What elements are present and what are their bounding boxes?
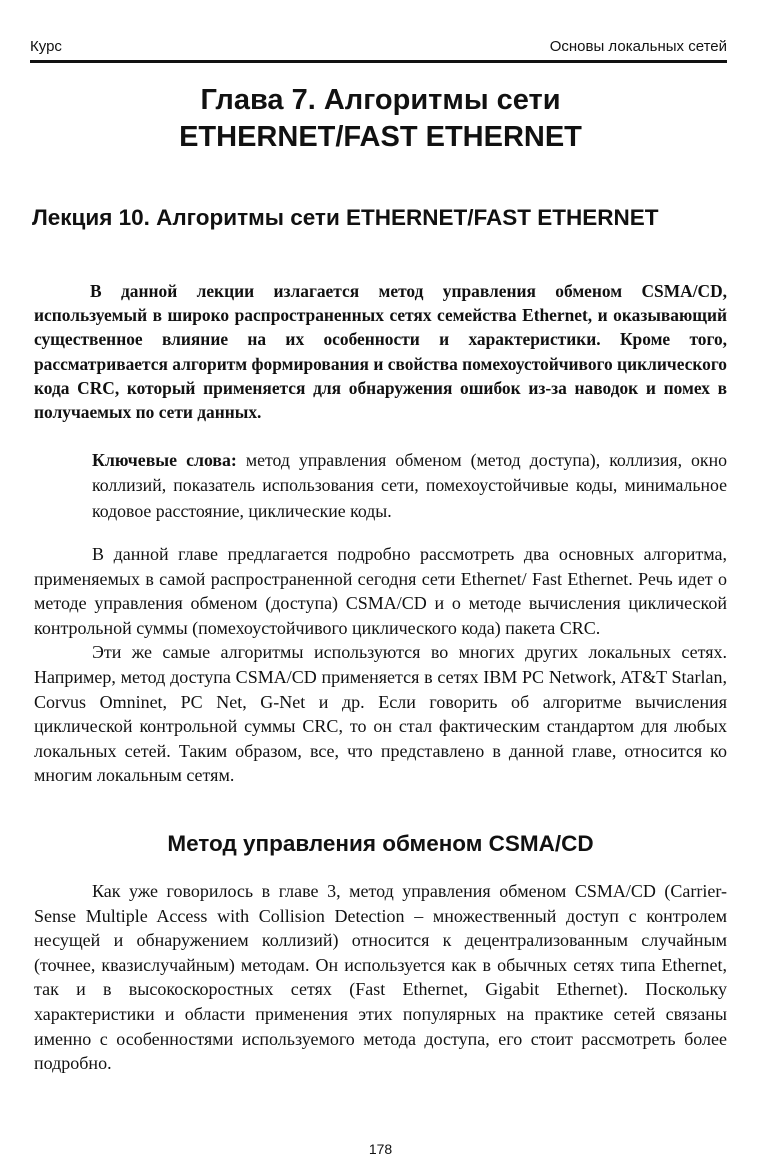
section-body [34, 879, 727, 1076]
lecture-abstract: В данной лекции излагается метод управления обменом CSMA/CD, используемый в широко распространенных сетях семейства Ethernet, и оказывающий существенное влияние на их особенности и характеристики. Кроме того, рассматривается алгоритм формирования и свойства помехоустойчивого циклического кода CRC, который применяется для обнаружения ошибок из-за наводок и помех в получаемых по сети данных. [34, 281, 727, 423]
body-paragraph: В данной главе предлагается подробно рассмотреть два основных алгоритма, применяемых в самой распространенной сегодня сети Ethernet/ Fast Ethernet. Речь идет о методе управления обменом (доступа) CSMA/CD и о методе вычисления циклической контрольной суммы (помехоустойчивого циклического кода) пакета CRC. [34, 544, 727, 638]
intro-body [34, 542, 727, 788]
lecture-title: Лекция 10. Алгоритмы сети ETHERNET/FAST ETHERNET [32, 205, 659, 230]
body-paragraph: Эти же самые алгоритмы используются во многих других локальных сетях. Например, метод доступа CSMA/CD применяется в сетях IBM PC Network, AT&T Starlan, Corvus Omninet, PC Net, G-Net и др. Если говорить об алгоритме вычисления циклической контрольной суммы CRC, то он стал фактическим стандартом для любых локальных сетей. Таким образом, все, что представлено в данной главе, относится ко многим локальным сетям. [34, 642, 727, 786]
chapter-title-line-1: Глава 7. Алгоритмы сети [200, 84, 561, 116]
chapter-title [30, 82, 731, 156]
keywords-text: метод управления обменом (метод доступа), коллизия, окно коллизий, показатель использования сети, помехоустойчивые коды, минимальное кодовое расстояние, циклические коды. [92, 450, 727, 521]
page-number: 178 [368, 1141, 393, 1157]
keywords [92, 448, 727, 524]
course-label: Курс [30, 38, 62, 55]
body-paragraph: Как уже говорилось в главе 3, метод управления обменом CSMA/CD (Carrier-Sense Multiple Access with Collision Detection – множественный доступ с контролем несущей и обнаружением коллизий) относится к децентрализованным случайным (точнее, квазислучайным) методам. Он используется как в обычных сетях типа Ethernet, так и в высокоскоростных сетях (Fast Ethernet, Gigabit Ethernet). Поскольку характеристики и области применения этих популярных на практике сетей связаны именно с особенностями используемого метода доступа, его стоит рассмотреть более подробно. [34, 881, 727, 1074]
book-title: Основы локальных сетей [549, 38, 727, 55]
section-title: Метод управления обменом CSMA/CD [167, 831, 594, 856]
chapter-title-line-2: ETHERNET/FAST ETHERNET [179, 121, 582, 153]
running-header [30, 38, 727, 63]
keywords-label: Ключевые слова: [92, 450, 237, 470]
